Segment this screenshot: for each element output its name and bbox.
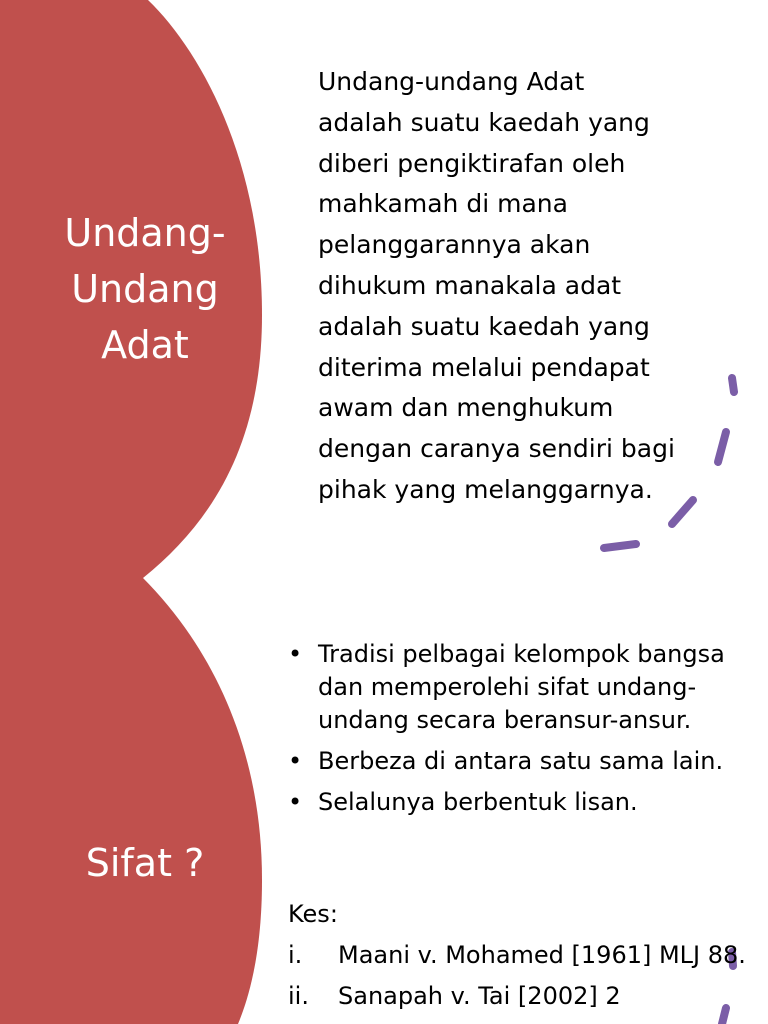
list-item [288,638,748,737]
definition-line: pelanggarannya akan [318,230,591,260]
definition-line: pihak yang melanggarnya. [318,474,653,504]
title-line: Undang- [64,211,226,255]
title-line: Adat [101,323,189,367]
definition-line: diterima melalui pendapat [318,352,650,382]
list-item [288,980,748,1013]
bullet-text: Tradisi pelbagai kelompok bangsa dan memperolehi sifat undang-undang secara beransur-ansur. [318,640,725,734]
title-line: Undang [71,267,219,311]
bullet-marker: • [288,747,303,775]
list-item [288,745,748,778]
definition-line: diberi pengiktirafan oleh [318,148,626,178]
section-title-sifat: Sifat ? [85,841,205,885]
case-citation: Sanapah v. Tai [2002] 2 [338,982,621,1010]
definition-line: dihukum manakala adat [318,270,622,300]
sifat-bullet-list [288,638,748,827]
case-number: i. [288,941,303,969]
bullet-text: Berbeza di antara satu sama lain. [318,747,724,775]
definition-line: awam dan menghukum [318,393,614,423]
case-list [288,939,748,1021]
list-item [288,939,748,972]
definition-line: dengan caranya sendiri bagi [318,434,675,464]
title-shape-bottom [0,578,262,1024]
case-citation: Maani v. Mohamed [1961] MLJ 88. [338,941,746,969]
section-title-undang-undang-adat [20,205,270,373]
bullet-marker: • [288,640,303,668]
bullet-marker: • [288,788,303,816]
definition-line: adalah suatu kaedah yang [318,311,650,341]
case-number: ii. [288,982,309,1010]
definition-line: mahkamah di mana [318,189,568,219]
bullet-text: Selalunya berbentuk lisan. [318,788,638,816]
definition-line: adalah suatu kaedah yang [318,107,650,137]
definition-line: Undang-undang Adat [318,67,585,96]
definition-text [318,62,738,511]
list-item [288,786,748,819]
kes-label: Kes: [288,900,338,928]
